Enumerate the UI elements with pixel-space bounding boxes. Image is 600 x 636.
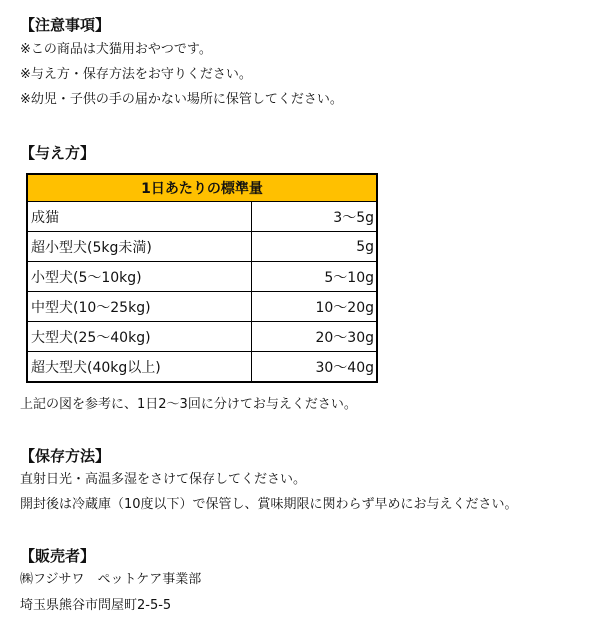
standard-amount-table bbox=[26, 173, 378, 383]
notes-heading: 【注意事項】 bbox=[20, 16, 111, 34]
row-label: 超大型犬(40kg以上) bbox=[27, 352, 252, 383]
seller-address: 埼玉県熊谷市問屋町2-5-5 bbox=[20, 598, 172, 613]
table-row bbox=[27, 352, 377, 383]
seller-heading: 【販売者】 bbox=[20, 547, 96, 565]
table-title: 1日あたりの標準量 bbox=[27, 174, 377, 202]
storage-item: 直射日光・高温多湿をさけて保存してください。 bbox=[20, 472, 307, 487]
table-row bbox=[27, 262, 377, 292]
notes-item: ※与え方・保存方法をお守りください。 bbox=[20, 67, 252, 82]
table-header-row bbox=[27, 174, 377, 202]
row-label: 成猫 bbox=[27, 202, 252, 232]
row-amount: 10〜20g bbox=[252, 292, 378, 322]
row-label: 超小型犬(5kg未満) bbox=[27, 232, 252, 262]
table-row bbox=[27, 322, 377, 352]
row-amount: 5g bbox=[252, 232, 378, 262]
storage-heading: 【保存方法】 bbox=[20, 447, 111, 465]
notes-item: ※この商品は犬猫用おやつです。 bbox=[20, 42, 212, 57]
notes-item: ※幼児・子供の手の届かない場所に保管してください。 bbox=[20, 92, 343, 107]
table-row bbox=[27, 292, 377, 322]
row-amount: 3〜5g bbox=[252, 202, 378, 232]
row-label: 大型犬(25〜40kg) bbox=[27, 322, 252, 352]
storage-item: 開封後は冷蔵庫（10度以下）で保管し、賞味期限に関わらず早めにお与えください。 bbox=[20, 497, 518, 512]
row-label: 中型犬(10〜25kg) bbox=[27, 292, 252, 322]
row-amount: 20〜30g bbox=[252, 322, 378, 352]
table-row bbox=[27, 202, 377, 232]
table-row bbox=[27, 232, 377, 262]
feeding-note: 上記の図を参考に、1日2〜3回に分けてお与えください。 bbox=[20, 397, 357, 412]
row-amount: 5〜10g bbox=[252, 262, 378, 292]
seller-name: ㈱フジサワ ペットケア事業部 bbox=[20, 572, 202, 587]
feeding-heading: 【与え方】 bbox=[20, 144, 96, 162]
row-amount: 30〜40g bbox=[252, 352, 378, 383]
row-label: 小型犬(5〜10kg) bbox=[27, 262, 252, 292]
